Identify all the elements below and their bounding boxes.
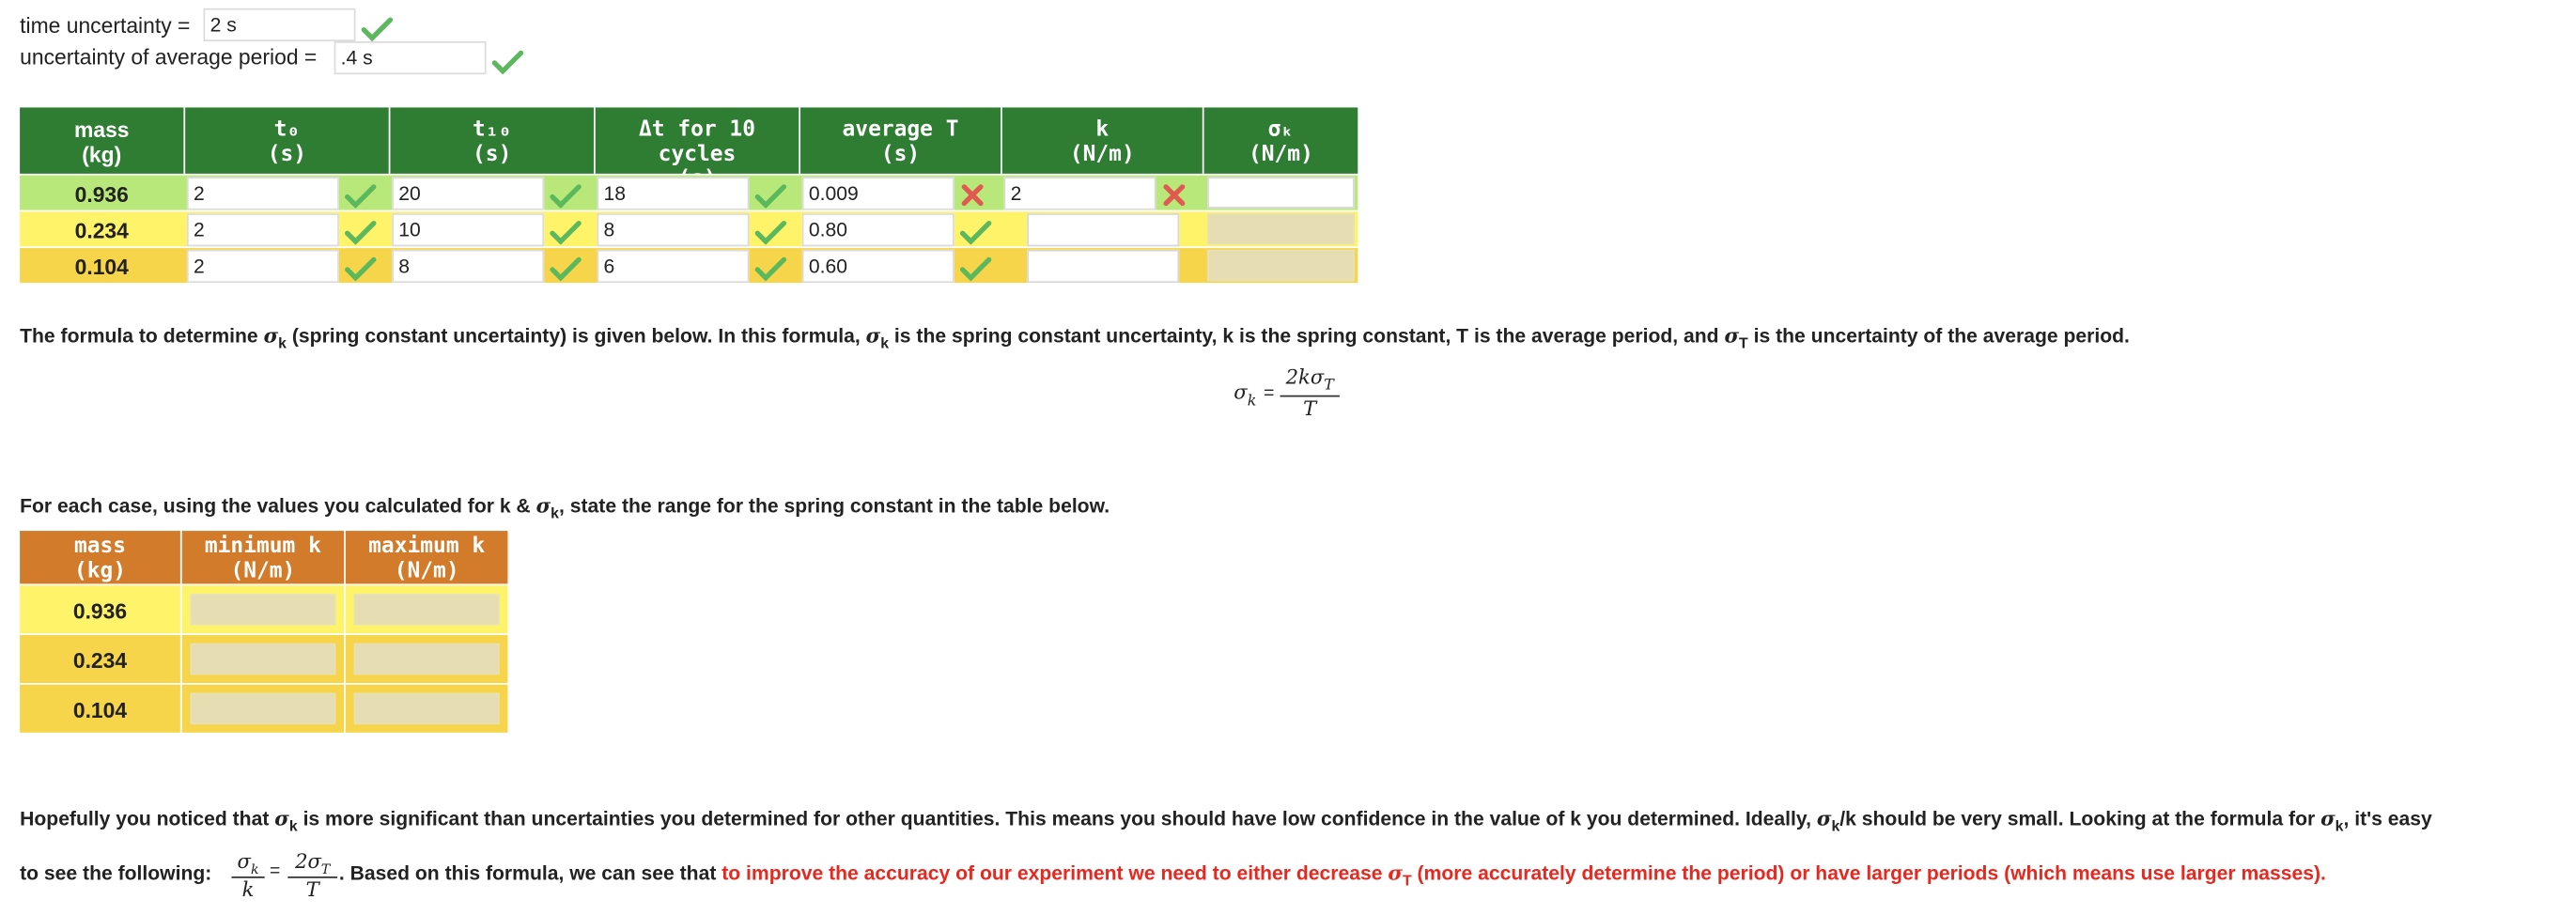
average-t-input[interactable]: 0.60 — [802, 250, 954, 283]
check-icon — [754, 218, 787, 244]
average-t-input[interactable]: 0.80 — [802, 213, 954, 246]
min-k-input[interactable] — [190, 644, 335, 675]
t10-input[interactable]: 10 — [392, 213, 544, 246]
sigma-k-input[interactable] — [1207, 213, 1355, 244]
conclusion-line-2-rest: . Based on this formula, we can see that to improve the accuracy of our experiment we need to either decrease $\sigma_T$ (more accurately determine the period) or have larger periods (which means use larger masses). — [338, 861, 2326, 890]
check-icon — [344, 218, 377, 244]
sigma-k-input[interactable] — [1207, 177, 1355, 208]
check-icon — [549, 255, 582, 281]
fraction-sigma-over-k: $\frac{\sigma_k}{k}$ — [231, 850, 264, 902]
equals-sign: = — [269, 861, 281, 882]
mass-value: 0.104 — [74, 255, 129, 280]
formula-sigma-k: $\sigma_k$ = — [1234, 380, 1275, 411]
check-icon — [344, 182, 377, 209]
conclusion-line-2-start: to see the following: — [20, 861, 212, 885]
conclusion-line-1: Hopefully you noticed that $\sigma_k$ is more significant than uncertainties you determined for other quantities. This means you should have low confidence in the value of k you determined. Ideally, $\sigma_k/k$ should be very small. Looking at the formula for $\sigma_k$, it's easy — [20, 807, 2432, 834]
t2-header-min-k: minimum k (N/m) — [204, 534, 321, 584]
sigma-k-input[interactable] — [1207, 250, 1355, 281]
max-k-input[interactable] — [354, 644, 500, 675]
check-icon — [491, 48, 524, 74]
check-icon — [549, 218, 582, 244]
average-t-input[interactable]: 0.009 — [802, 177, 954, 209]
t10-input[interactable]: 8 — [392, 250, 544, 283]
header-delta-t: Δt for 10 cycles — [638, 116, 756, 167]
cross-icon — [1161, 182, 1187, 209]
t0-input[interactable]: 2 — [187, 250, 339, 283]
max-k-input[interactable] — [354, 693, 500, 724]
check-icon — [344, 255, 377, 281]
check-icon — [959, 255, 992, 281]
min-k-input[interactable] — [190, 594, 335, 625]
k-input[interactable]: 2 — [1004, 177, 1156, 209]
k-input[interactable] — [1027, 250, 1179, 283]
t0-input[interactable]: 2 — [187, 213, 339, 246]
t2-header-mass: mass (kg) — [73, 534, 127, 584]
t2-mass-value: 0.104 — [72, 697, 128, 723]
time-uncertainty-input[interactable]: 2 s — [204, 8, 356, 41]
check-icon — [549, 182, 582, 209]
check-icon — [361, 15, 394, 41]
delta-t-input[interactable]: 6 — [597, 250, 750, 283]
formula-intro: The formula to determine $\sigma_k$ (spring constant uncertainty) is given below. In this formula, $\sigma_k$ is the spring constant uncertainty, k is the spring constant, T is the average period, and $\sigma_T$ is the uncertainty of the average period. — [20, 324, 2130, 351]
time-uncertainty-label: time uncertainty = — [20, 13, 191, 39]
t10-input[interactable]: 20 — [392, 177, 544, 209]
mass-value: 0.234 — [74, 218, 129, 243]
cross-icon — [959, 182, 985, 209]
k-input[interactable] — [1027, 213, 1179, 246]
header-average-t: average T (s) — [842, 116, 959, 167]
header-sigma-k: σₖ (N/m) — [1248, 116, 1313, 167]
header-k: k (N/m) — [1069, 116, 1135, 167]
delta-t-input[interactable]: 18 — [597, 177, 750, 209]
delta-t-input[interactable]: 8 — [597, 213, 750, 246]
min-k-input[interactable] — [190, 693, 335, 724]
avg-period-uncertainty-label: uncertainty of average period = — [20, 44, 318, 70]
formula-fraction: $2k\sigma_T$ T — [1280, 365, 1340, 421]
t2-mass-value: 0.936 — [72, 598, 128, 624]
range-prompt: For each case, using the values you calculated for k & $\sigma_k$, state the range for the spring constant in the table below. — [20, 494, 1110, 522]
avg-period-uncertainty-input[interactable]: .4 s — [334, 41, 487, 74]
check-icon — [754, 182, 787, 209]
header-mass: mass (kg) — [73, 116, 130, 167]
max-k-input[interactable] — [354, 594, 500, 625]
check-icon — [754, 255, 787, 281]
t0-input[interactable]: 2 — [187, 177, 339, 209]
header-t10: t₁₀ (s) — [473, 116, 512, 167]
check-icon — [959, 218, 992, 244]
t2-mass-value: 0.234 — [72, 648, 128, 674]
t2-header-max-k: maximum k (N/m) — [368, 534, 486, 584]
fraction-2sigma-over-t: $\frac{2\sigma_T}{T}$ — [287, 850, 337, 902]
mass-value: 0.936 — [74, 181, 129, 208]
header-t0: t₀ (s) — [267, 116, 307, 167]
